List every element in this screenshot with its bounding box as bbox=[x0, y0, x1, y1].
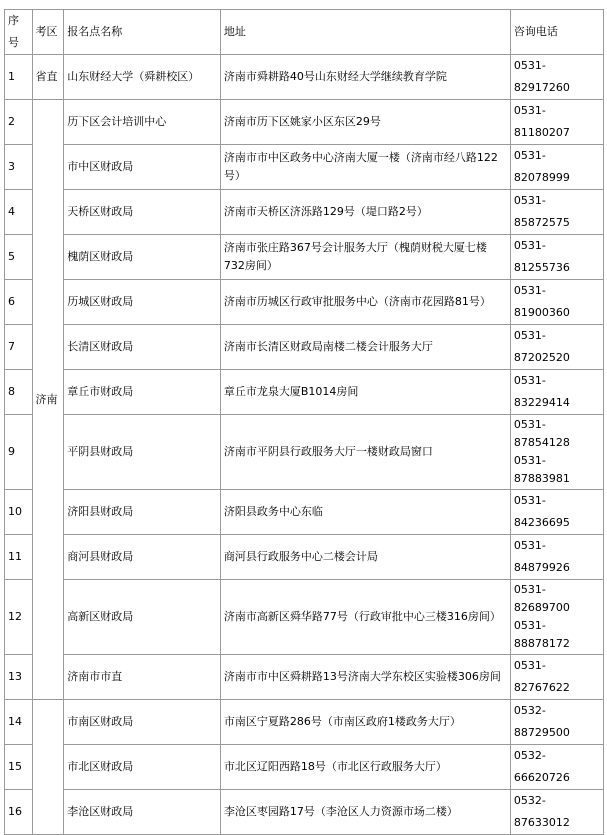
site-name: 山东财经大学（舜耕校区） bbox=[64, 55, 221, 100]
table-row bbox=[5, 415, 604, 490]
table-row bbox=[5, 55, 604, 100]
site-address: 市南区宁夏路286号（市南区政府1楼政务大厅） bbox=[220, 700, 510, 745]
table-row bbox=[5, 700, 604, 745]
site-name: 济南市市直 bbox=[64, 655, 221, 700]
site-address: 济南市历城区行政审批服务中心（济南市花园路81号） bbox=[220, 280, 510, 325]
site-name: 济阳县财政局 bbox=[64, 490, 221, 535]
site-name: 历城区财政局 bbox=[64, 280, 221, 325]
site-phone: 0532-87633012 bbox=[510, 790, 603, 835]
phone-line-1: 0531-87854128 bbox=[513, 418, 570, 449]
site-address: 济南市舜耕路40号山东财经大学继续教育学院 bbox=[220, 55, 510, 100]
site-address: 章丘市龙泉大厦B1014房间 bbox=[220, 370, 510, 415]
district-cell-jinan: 济南 bbox=[32, 100, 64, 700]
site-address: 济南市市中区政务中心济南大厦一楼（济南市经八路122号） bbox=[220, 145, 510, 190]
site-address: 李沧区枣园路17号（李沧区人力资源市场二楼） bbox=[220, 790, 510, 835]
row-no: 13 bbox=[5, 655, 33, 700]
row-no: 4 bbox=[5, 190, 33, 235]
site-phone: 0531-82078999 bbox=[510, 145, 603, 190]
row-no: 14 bbox=[5, 700, 33, 745]
site-phone: 0531-84236695 bbox=[510, 490, 603, 535]
site-address: 商河县行政服务中心二楼会计局 bbox=[220, 535, 510, 580]
row-no: 8 bbox=[5, 370, 33, 415]
row-no: 12 bbox=[5, 580, 33, 655]
site-name: 章丘市财政局 bbox=[64, 370, 221, 415]
row-no: 9 bbox=[5, 415, 33, 490]
table-row bbox=[5, 145, 604, 190]
site-name: 李沧区财政局 bbox=[64, 790, 221, 835]
site-phone: 0531-81180207 bbox=[510, 100, 603, 145]
site-phone bbox=[510, 580, 603, 655]
table-row bbox=[5, 580, 604, 655]
table-row bbox=[5, 190, 604, 235]
registration-table bbox=[4, 9, 604, 835]
header-phone: 咨询电话 bbox=[510, 10, 603, 55]
site-address: 济南市天桥区济泺路129号（堤口路2号） bbox=[220, 190, 510, 235]
site-phone: 0532-88729500 bbox=[510, 700, 603, 745]
site-phone bbox=[510, 415, 603, 490]
phone-line-1: 0531-82689700 bbox=[513, 583, 570, 614]
site-phone: 0531-81255736 bbox=[510, 235, 603, 280]
table-row bbox=[5, 535, 604, 580]
row-no: 3 bbox=[5, 145, 33, 190]
site-name: 长清区财政局 bbox=[64, 325, 221, 370]
site-name: 槐荫区财政局 bbox=[64, 235, 221, 280]
table-row bbox=[5, 325, 604, 370]
table-header-row bbox=[5, 10, 604, 55]
site-phone: 0531-83229414 bbox=[510, 370, 603, 415]
site-name: 商河县财政局 bbox=[64, 535, 221, 580]
site-phone: 0531-81900360 bbox=[510, 280, 603, 325]
header-no: 序号 bbox=[5, 10, 33, 55]
phone-line-2: 0531-87883981 bbox=[513, 454, 570, 485]
site-phone: 0531-85872575 bbox=[510, 190, 603, 235]
site-name: 市中区财政局 bbox=[64, 145, 221, 190]
site-address: 济南市张庄路367号会计服务大厅（槐荫财税大厦七楼732房间） bbox=[220, 235, 510, 280]
row-no: 15 bbox=[5, 745, 33, 790]
row-no: 2 bbox=[5, 100, 33, 145]
row-no: 11 bbox=[5, 535, 33, 580]
site-phone: 0531-87202520 bbox=[510, 325, 603, 370]
row-no: 16 bbox=[5, 790, 33, 835]
site-address: 济阳县政务中心东临 bbox=[220, 490, 510, 535]
site-address: 济南市市中区舜耕路13号济南大学东校区实验楼306房间 bbox=[220, 655, 510, 700]
header-name: 报名点名称 bbox=[64, 10, 221, 55]
table-row bbox=[5, 370, 604, 415]
site-address: 市北区辽阳西路18号（市北区行政服务大厅） bbox=[220, 745, 510, 790]
header-address: 地址 bbox=[220, 10, 510, 55]
site-phone: 0531-82767622 bbox=[510, 655, 603, 700]
site-name: 高新区财政局 bbox=[64, 580, 221, 655]
row-no: 6 bbox=[5, 280, 33, 325]
table-row bbox=[5, 235, 604, 280]
phone-line-2: 0531-88878172 bbox=[513, 619, 570, 650]
site-name: 市南区财政局 bbox=[64, 700, 221, 745]
district-cell-shengzhi: 省直 bbox=[32, 55, 64, 100]
row-no: 10 bbox=[5, 490, 33, 535]
table-row bbox=[5, 100, 604, 145]
site-name: 历下区会计培训中心 bbox=[64, 100, 221, 145]
row-no: 7 bbox=[5, 325, 33, 370]
row-no: 1 bbox=[5, 55, 33, 100]
site-phone: 0531-84879926 bbox=[510, 535, 603, 580]
table-row bbox=[5, 280, 604, 325]
table-row bbox=[5, 790, 604, 835]
site-address: 济南市平阴县行政服务大厅一楼财政局窗口 bbox=[220, 415, 510, 490]
row-no: 5 bbox=[5, 235, 33, 280]
site-name: 天桥区财政局 bbox=[64, 190, 221, 235]
site-address: 济南市长清区财政局南楼二楼会计服务大厅 bbox=[220, 325, 510, 370]
site-address: 济南市高新区舜华路77号（行政审批中心三楼316房间） bbox=[220, 580, 510, 655]
site-name: 平阴县财政局 bbox=[64, 415, 221, 490]
header-district: 考区 bbox=[32, 10, 64, 55]
table-row bbox=[5, 745, 604, 790]
site-address: 济南市历下区姚家小区东区29号 bbox=[220, 100, 510, 145]
table-row bbox=[5, 490, 604, 535]
site-name: 市北区财政局 bbox=[64, 745, 221, 790]
site-phone: 0532-66620726 bbox=[510, 745, 603, 790]
district-cell-next bbox=[32, 700, 64, 835]
site-phone: 0531-82917260 bbox=[510, 55, 603, 100]
table-row bbox=[5, 655, 604, 700]
